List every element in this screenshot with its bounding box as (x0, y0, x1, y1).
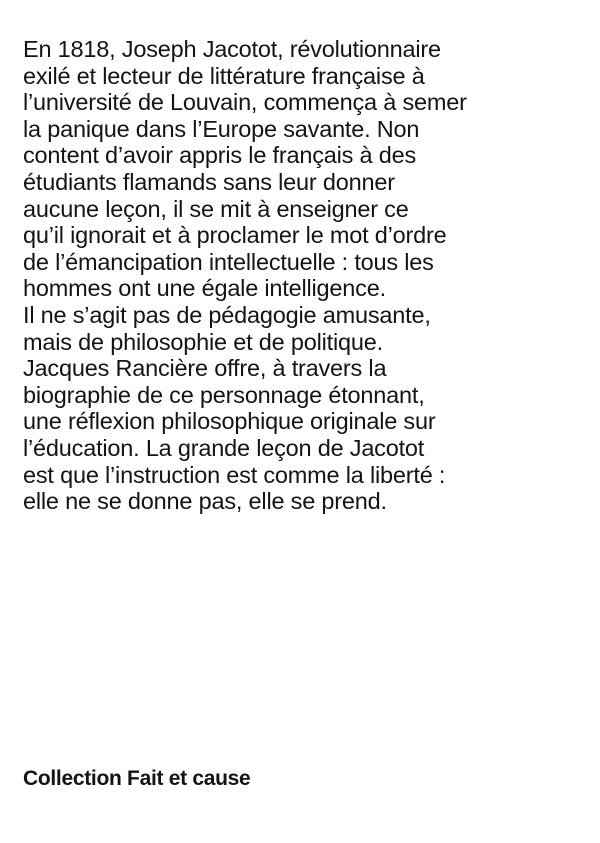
blurb-line: mais de philosophie et de politique. (23, 328, 383, 355)
blurb-line: En 1818, Joseph Jacotot, révolutionnaire (23, 36, 441, 62)
blurb-line: Jacques Rancière offre, à travers la (23, 355, 387, 382)
blurb-line: elle ne se donne pas, elle se prend. (23, 488, 387, 515)
book-blurb (23, 36, 583, 515)
blurb-line: l’éducation. La grande leçon de Jacotot (23, 434, 425, 461)
blurb-line: de l’émancipation intellectuelle : tous les (23, 248, 434, 275)
blurb-line: hommes ont une égale intelligence. (23, 275, 386, 302)
blurb-line: la panique dans l’Europe savante. Non (23, 115, 420, 142)
blurb-line: une réflexion philosophique originale sur (23, 408, 436, 435)
blurb-line: étudiants flamands sans leur donner (23, 168, 395, 195)
blurb-line: qu’il ignorait et à proclamer le mot d’ordre (23, 222, 447, 249)
blurb-line: aucune leçon, il se mit à enseigner ce (23, 195, 409, 222)
blurb-line: l’université de Louvain, commença à semer (23, 89, 467, 116)
collection-name: Collection Fait et cause (23, 767, 251, 790)
blurb-line: content d’avoir appris le français à des (23, 142, 417, 169)
blurb-line: est que l’instruction est comme la liberté : (23, 461, 446, 488)
blurb-line: biographie de ce personnage étonnant, (23, 381, 425, 408)
blurb-line: Il ne s’agit pas de pédagogie amusante, (23, 301, 431, 328)
blurb-line: exilé et lecteur de littérature française à (23, 62, 425, 89)
